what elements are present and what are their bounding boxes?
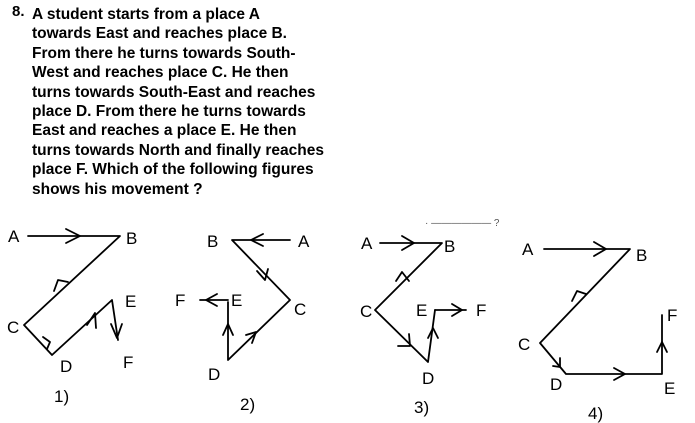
question-line: shows his movement ?	[32, 180, 203, 198]
figure-3-path	[375, 243, 442, 362]
point-label-d: D	[550, 375, 563, 394]
figure-3[interactable]	[360, 234, 486, 417]
point-label-f: F	[123, 353, 134, 372]
point-label-f: F	[476, 301, 487, 320]
figure-caption: 2)	[240, 395, 256, 414]
arrow-head	[396, 272, 409, 281]
question-line: place D. From there he turns towards	[32, 103, 306, 121]
point-label-d: D	[422, 369, 435, 388]
question-line: East and reaches a place E. He then	[32, 122, 297, 140]
question-line: place F. Which of the following figures	[32, 161, 314, 179]
question-line: turns towards North and finally reaches	[32, 141, 324, 159]
figure-4[interactable]	[518, 240, 677, 423]
point-label-b: B	[126, 229, 138, 248]
question-number: 8.	[12, 3, 25, 20]
figure-1-path	[24, 236, 120, 355]
point-label-e: E	[664, 379, 676, 398]
arrow-head	[398, 334, 410, 346]
question-line: West and reaches place C. He then	[32, 64, 289, 82]
point-label-e: E	[231, 291, 243, 310]
point-label-b: B	[636, 246, 648, 265]
point-label-a: A	[298, 232, 310, 251]
point-label-a: A	[522, 240, 534, 259]
stray-marks: · —————— ?	[425, 218, 500, 229]
point-label-f: F	[667, 306, 678, 325]
point-label-d: D	[60, 357, 73, 376]
figure-4-path	[540, 249, 662, 374]
figure-2[interactable]	[175, 232, 310, 414]
figure-caption: 1)	[54, 387, 70, 406]
point-label-c: C	[518, 335, 531, 354]
figure-1[interactable]	[7, 227, 137, 406]
point-label-e: E	[125, 292, 137, 311]
question-line: From there he turns towards South-	[32, 44, 296, 62]
point-label-c: C	[7, 318, 20, 337]
point-label-c: C	[294, 300, 307, 319]
point-label-c: C	[360, 302, 373, 321]
question-line: A student starts from a place A	[32, 6, 260, 23]
figure-caption: 3)	[414, 398, 430, 417]
figure-caption: 4)	[588, 404, 604, 423]
point-label-a: A	[361, 234, 373, 253]
question-line: towards East and reaches place B.	[32, 25, 287, 43]
point-label-b: B	[444, 237, 456, 256]
arrow-head	[428, 328, 438, 338]
point-label-e: E	[416, 301, 428, 320]
point-label-d: D	[208, 365, 221, 384]
point-label-a: A	[8, 227, 20, 246]
point-label-f: F	[175, 291, 186, 310]
point-label-b: B	[207, 232, 219, 251]
question-line: turns towards South-East and reaches	[32, 83, 316, 101]
